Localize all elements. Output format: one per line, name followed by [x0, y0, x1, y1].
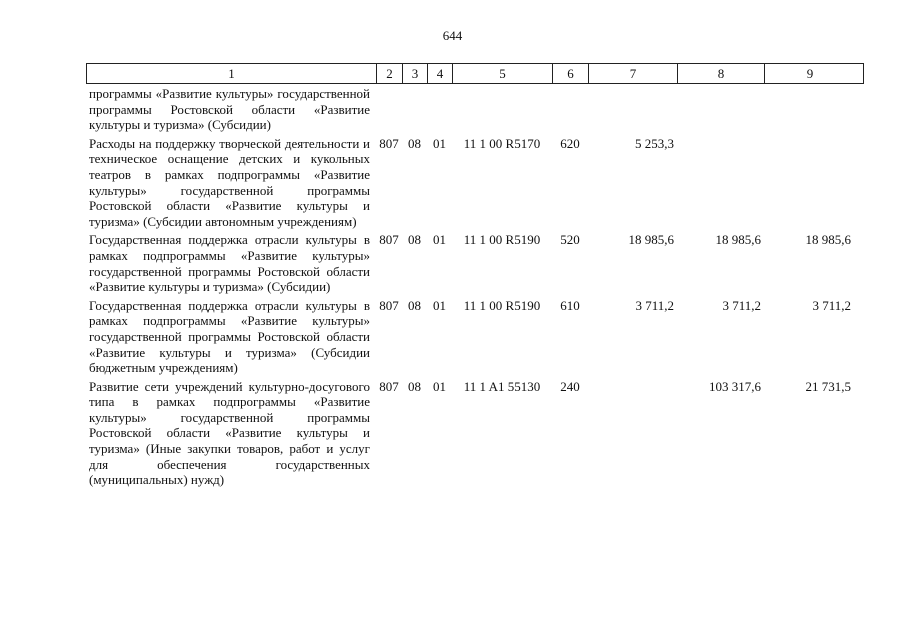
cell-expense-type: [552, 86, 588, 133]
table-row: [86, 86, 864, 133]
cell-amount-3: 18 985,6: [805, 232, 851, 248]
cell-glava: 807: [379, 232, 399, 248]
cell-target-article: [452, 86, 552, 133]
table-row: [86, 232, 864, 294]
cell-podrazdel: [427, 86, 452, 133]
cell-amount-1: [588, 379, 677, 488]
cell-razdel: 08: [408, 135, 421, 151]
header-col-2: 2: [377, 64, 403, 83]
cell-glava: 807: [379, 297, 399, 313]
header-col-6: 6: [553, 64, 589, 83]
cell-amount-1: [588, 86, 677, 133]
table-row: [86, 298, 864, 376]
row-description: программы «Развитие культуры» государственной программы Ростовской области «Развитие культуры и туризма» (Субсидии): [89, 86, 370, 133]
row-description: Развитие сети учреждений культурно-досугового типа в рамках подпрограммы «Развитие культуры» государственной программы Ростовской области «Развитие культуры и туризма» (Иные закупки товаров, работ и услуг для обеспечения государственных (муниципальных) нужд): [89, 378, 370, 488]
cell-glava: 807: [379, 378, 399, 394]
header-col-1: 1: [87, 64, 377, 83]
row-description: Государственная поддержка отрасли культуры в рамках подпрограммы «Развитие культуры» государственной программы Ростовской области «Развитие культуры и туризма» (Субсидии): [89, 232, 370, 295]
cell-razdel: [402, 86, 427, 133]
header-col-9: 9: [806, 66, 814, 81]
cell-target-article: 11 1 A1 55130: [463, 378, 541, 394]
cell-amount-2: 18 985,6: [715, 232, 761, 248]
cell-amount-3: [764, 86, 854, 133]
cell-razdel: 08: [408, 232, 421, 248]
cell-amount-2: [677, 86, 764, 133]
header-col-4: 4: [428, 64, 453, 83]
table-row: [86, 379, 864, 488]
cell-amount-3: 3 711,2: [812, 297, 851, 313]
header-col-7: 7: [589, 64, 678, 83]
cell-razdel: 08: [408, 378, 421, 394]
cell-expense-type: 240: [560, 378, 580, 394]
cell-expense-type: 620: [560, 135, 580, 151]
cell-target-article: 11 1 00 R5190: [463, 232, 541, 248]
cell-amount-2: 3 711,2: [722, 297, 761, 313]
page-number: 644: [442, 28, 463, 43]
cell-amount-3: 21 731,5: [805, 378, 851, 394]
cell-amount-1: 18 985,6: [628, 232, 674, 248]
cell-podrazdel: 01: [433, 232, 446, 248]
cell-expense-type: 610: [560, 297, 580, 313]
cell-amount-3: [764, 136, 854, 230]
cell-amount-1: 5 253,3: [635, 135, 674, 151]
table-body: [86, 86, 864, 488]
cell-expense-type: 520: [560, 232, 580, 248]
cell-razdel: 08: [408, 297, 421, 313]
cell-amount-2: 103 317,6: [709, 378, 761, 394]
header-col-5: 5: [453, 64, 553, 83]
cell-amount-2: [677, 136, 764, 230]
row-description: Расходы на поддержку творческой деятельности и техническое оснащение детских и кукольных театров в рамках подпрограммы «Развитие культуры» государственной программы Ростовской области «Развитие культуры и туризма» (Субсидии автономным учреждениям): [89, 135, 370, 229]
table-header: [86, 63, 864, 84]
cell-target-article: 11 1 00 R5190: [463, 297, 541, 313]
cell-podrazdel: 01: [433, 297, 446, 313]
cell-podrazdel: 01: [433, 135, 446, 151]
row-description: Государственная поддержка отрасли культуры в рамках подпрограммы «Развитие культуры» государственной программы Ростовской области «Развитие культуры и туризма» (Субсидии бюджетным учреждениям): [89, 297, 370, 376]
cell-glava: 807: [379, 135, 399, 151]
header-col-8: 8: [678, 64, 765, 83]
cell-glava: [376, 86, 402, 133]
table-row: [86, 136, 864, 230]
cell-amount-1: 3 711,2: [635, 297, 674, 313]
cell-target-article: 11 1 00 R5170: [463, 135, 541, 151]
cell-podrazdel: 01: [433, 378, 446, 394]
header-col-3: 3: [403, 64, 428, 83]
